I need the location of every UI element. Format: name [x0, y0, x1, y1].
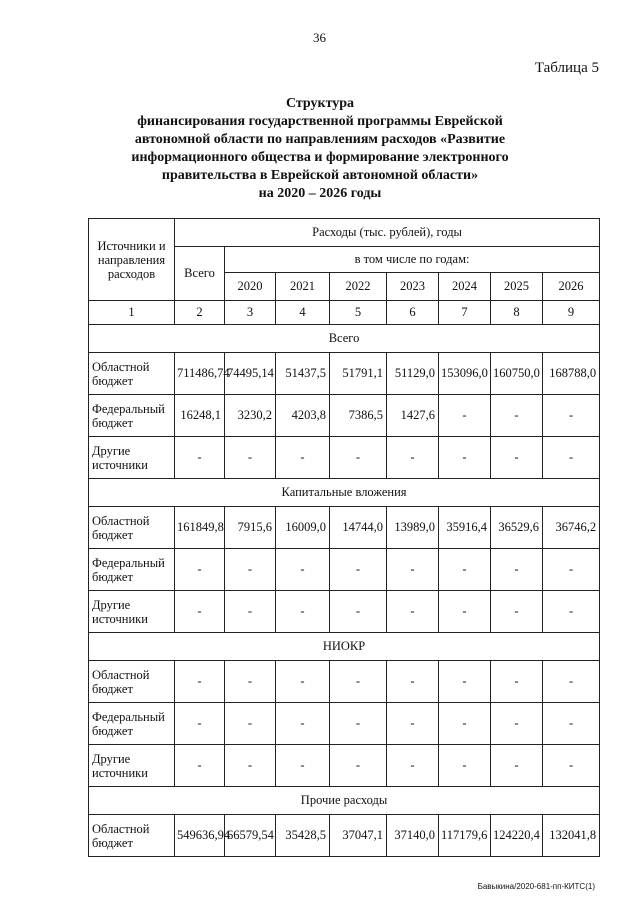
value-cell: -	[175, 437, 225, 479]
value-cell: -	[439, 437, 491, 479]
value-cell: 74495,14	[225, 353, 276, 395]
value-cell: -	[225, 549, 276, 591]
row-source: Федеральный бюджет	[89, 549, 175, 591]
header-by-years: в том числе по годам:	[225, 247, 600, 273]
document-heading	[120, 95, 520, 203]
value-cell: 35428,5	[276, 815, 330, 857]
section-title: Всего	[89, 325, 600, 353]
table-row	[89, 353, 600, 395]
value-cell: -	[543, 703, 600, 745]
value-cell: -	[387, 437, 439, 479]
value-cell: -	[543, 437, 600, 479]
value-cell: 66579,54	[225, 815, 276, 857]
header-year: 2022	[330, 273, 387, 301]
value-cell: -	[543, 549, 600, 591]
value-cell: 160750,0	[491, 353, 543, 395]
value-cell: 549636,94	[175, 815, 225, 857]
value-cell: -	[543, 591, 600, 633]
value-cell: -	[491, 703, 543, 745]
value-cell: -	[330, 549, 387, 591]
table-row	[89, 437, 600, 479]
header-year: 2023	[387, 273, 439, 301]
value-cell: 36746,2	[543, 507, 600, 549]
page-number: 36	[313, 30, 326, 45]
value-cell: -	[543, 661, 600, 703]
value-cell: -	[439, 661, 491, 703]
column-number: 6	[387, 301, 439, 325]
value-cell: -	[330, 661, 387, 703]
value-cell: -	[276, 549, 330, 591]
value-cell: -	[439, 549, 491, 591]
value-cell: -	[491, 437, 543, 479]
column-number: 7	[439, 301, 491, 325]
value-cell: 14744,0	[330, 507, 387, 549]
header-year: 2020	[225, 273, 276, 301]
section-title: Прочие расходы	[89, 787, 600, 815]
column-numbers-row	[89, 301, 600, 325]
value-cell: -	[543, 395, 600, 437]
row-source: Областной бюджет	[89, 507, 175, 549]
value-cell: -	[387, 745, 439, 787]
value-cell: -	[543, 745, 600, 787]
value-cell: 132041,8	[543, 815, 600, 857]
table-row	[89, 703, 600, 745]
value-cell: -	[276, 745, 330, 787]
heading-line: на 2020 – 2026 годы	[258, 186, 382, 201]
heading-line: Структура	[285, 96, 355, 111]
section-row	[89, 479, 600, 507]
value-cell: -	[225, 437, 276, 479]
table-row	[89, 507, 600, 549]
row-source: Областной бюджет	[89, 353, 175, 395]
value-cell: 35916,4	[439, 507, 491, 549]
header-row	[89, 219, 600, 247]
table-row	[89, 745, 600, 787]
value-cell: 161849,8	[175, 507, 225, 549]
value-cell: -	[439, 703, 491, 745]
value-cell: 124220,4	[491, 815, 543, 857]
value-cell: -	[330, 591, 387, 633]
value-cell: -	[276, 437, 330, 479]
value-cell: -	[225, 591, 276, 633]
value-cell: 37047,1	[330, 815, 387, 857]
value-cell: 16009,0	[276, 507, 330, 549]
value-cell: -	[491, 591, 543, 633]
table-row	[89, 815, 600, 857]
row-source: Областной бюджет	[89, 661, 175, 703]
value-cell: -	[175, 745, 225, 787]
column-number: 1	[89, 301, 175, 325]
value-cell: 37140,0	[387, 815, 439, 857]
heading-line: финансирования государственной программы Еврейской	[137, 114, 503, 129]
value-cell: 51791,1	[330, 353, 387, 395]
header-year: 2026	[543, 273, 600, 301]
value-cell: -	[276, 703, 330, 745]
value-cell: -	[387, 591, 439, 633]
row-source: Другие источники	[89, 437, 175, 479]
row-source: Областной бюджет	[89, 815, 175, 857]
value-cell: 168788,0	[543, 353, 600, 395]
value-cell: 7386,5	[330, 395, 387, 437]
value-cell: -	[175, 703, 225, 745]
value-cell: -	[439, 745, 491, 787]
value-cell: -	[387, 549, 439, 591]
value-cell: 117179,6	[439, 815, 491, 857]
value-cell: -	[276, 591, 330, 633]
footer-note: Бавыкина/2020-681-пп-КИТС(1)	[477, 882, 595, 891]
section-row	[89, 325, 600, 353]
section-row	[89, 787, 600, 815]
value-cell: -	[175, 661, 225, 703]
table-label: Таблица 5	[534, 60, 599, 76]
value-cell: -	[387, 661, 439, 703]
value-cell: 51129,0	[387, 353, 439, 395]
header-sources: Источники и направления расходов	[89, 219, 175, 301]
header-year: 2021	[276, 273, 330, 301]
column-number: 2	[175, 301, 225, 325]
value-cell: 3230,2	[225, 395, 276, 437]
value-cell: -	[225, 745, 276, 787]
heading-line: информационного общества и формирование электронного	[131, 150, 509, 165]
row-source: Другие источники	[89, 745, 175, 787]
value-cell: -	[225, 661, 276, 703]
column-number: 4	[276, 301, 330, 325]
column-number: 8	[491, 301, 543, 325]
row-source: Другие источники	[89, 591, 175, 633]
column-number: 9	[543, 301, 600, 325]
value-cell: 4203,8	[276, 395, 330, 437]
row-source: Федеральный бюджет	[89, 395, 175, 437]
value-cell: -	[387, 703, 439, 745]
row-source: Федеральный бюджет	[89, 703, 175, 745]
value-cell: -	[491, 745, 543, 787]
value-cell: 7915,6	[225, 507, 276, 549]
value-cell: -	[491, 549, 543, 591]
table-row	[89, 591, 600, 633]
value-cell: -	[491, 395, 543, 437]
value-cell: -	[225, 703, 276, 745]
header-expenses: Расходы (тыс. рублей), годы	[175, 219, 600, 247]
table-row	[89, 395, 600, 437]
header-year: 2024	[439, 273, 491, 301]
value-cell: 36529,6	[491, 507, 543, 549]
value-cell: 51437,5	[276, 353, 330, 395]
value-cell: -	[439, 395, 491, 437]
section-title: Капитальные вложения	[89, 479, 600, 507]
value-cell: -	[330, 703, 387, 745]
table-row	[89, 661, 600, 703]
value-cell: 153096,0	[439, 353, 491, 395]
value-cell: -	[175, 549, 225, 591]
value-cell: -	[330, 437, 387, 479]
value-cell: -	[276, 661, 330, 703]
value-cell: 1427,6	[387, 395, 439, 437]
value-cell: -	[330, 745, 387, 787]
value-cell: -	[439, 591, 491, 633]
column-number: 3	[225, 301, 276, 325]
table-row	[89, 549, 600, 591]
heading-line: автономной области по направлениям расходов «Развитие	[134, 132, 506, 147]
section-title: НИОКР	[89, 633, 600, 661]
value-cell: 13989,0	[387, 507, 439, 549]
column-number: 5	[330, 301, 387, 325]
header-year: 2025	[491, 273, 543, 301]
header-total: Всего	[175, 247, 225, 301]
value-cell: 711486,74	[175, 353, 225, 395]
value-cell: 16248,1	[175, 395, 225, 437]
heading-line: правительства в Еврейской автономной области»	[161, 168, 479, 183]
value-cell: -	[491, 661, 543, 703]
section-row	[89, 633, 600, 661]
financing-table	[88, 218, 600, 857]
value-cell: -	[175, 591, 225, 633]
